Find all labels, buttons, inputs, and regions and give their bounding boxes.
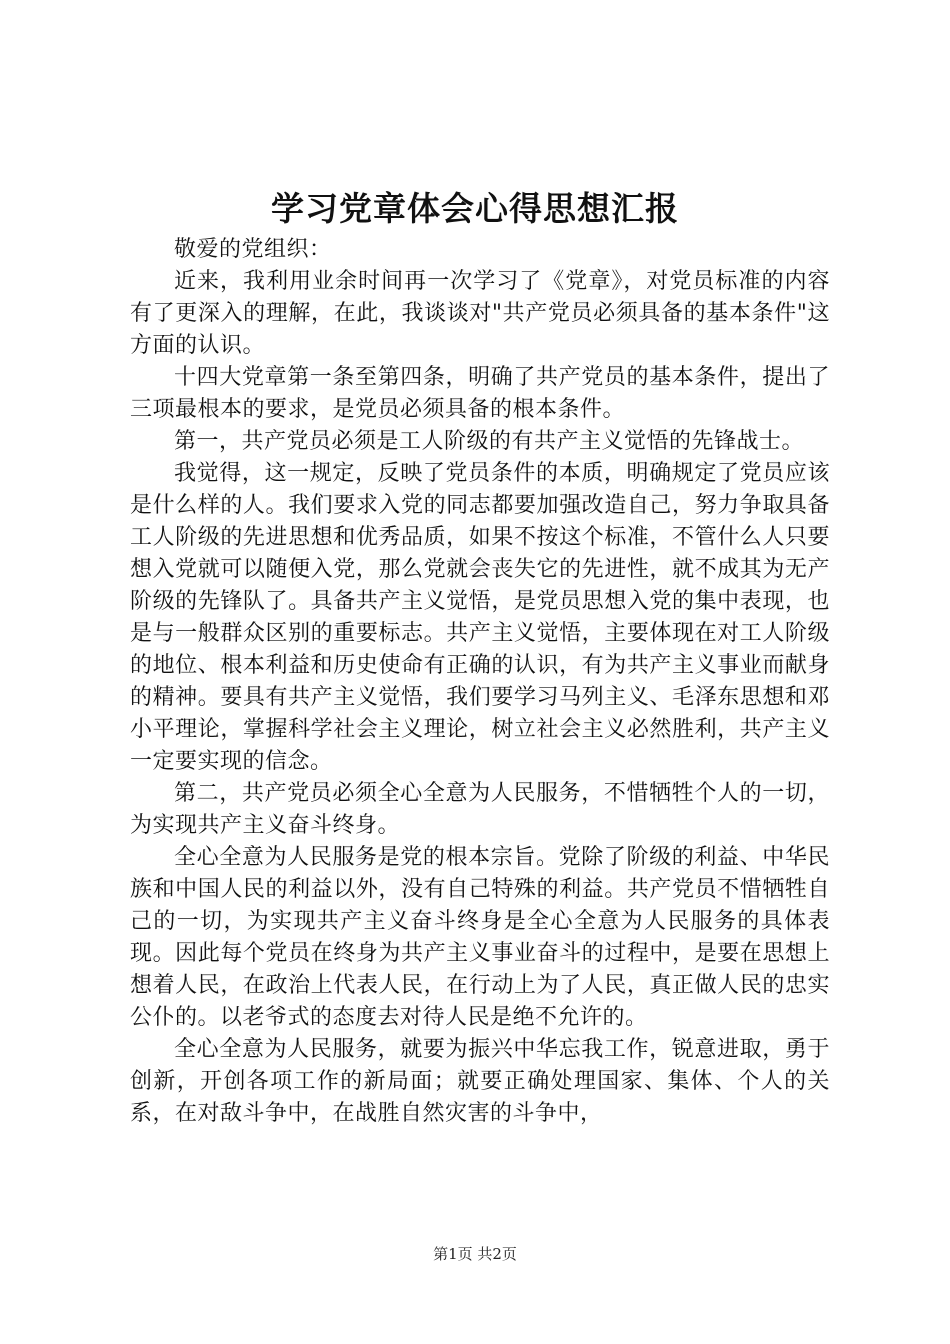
body-paragraph: 第二，共产党员必须全心全意为人民服务，不惜牺牲个人的一切，为实现共产主义奋斗终身。: [130, 781, 830, 838]
salutation: 敬爱的党组织：: [174, 237, 332, 262]
body-paragraph: 第一，共产党员必须是工人阶级的有共产主义觉悟的先锋战士。: [174, 429, 805, 454]
body-paragraph: 我觉得，这一规定，反映了党员条件的本质，明确规定了党员应该是什么样的人。我们要求入党的同志都要加强改造自己，努力争取具备工人阶级的先进思想和优秀品质，如果不按这个标准，不管什么人只要想入党就可以随便入党，那么党就会丧失它的先进性，就不成其为无产阶级的先锋队了。具备共产主义觉悟，是党员思想入党的集中表现，也是与一般群众区别的重要标志。共产主义觉悟，主要体现在对工人阶级的地位、根本利益和历史使命有正确的认识，有为共产主义事业而献身的精神。要具有共产主义觉悟，我们要学习马列主义、毛泽东思想和邓小平理论，掌握科学社会主义理论，树立社会主义必然胜利，共产主义一定要实现的信念。: [130, 461, 830, 774]
body-paragraph: 近来，我利用业余时间再一次学习了《党章》，对党员标准的内容有了更深入的理解，在此，我谈谈对"共产党员必须具备的基本条件"这方面的认识。: [130, 269, 830, 358]
document-title: 学习党章体会心得思想汇报: [271, 189, 679, 228]
body-paragraph: 全心全意为人民服务是党的根本宗旨。党除了阶级的利益、中华民族和中国人民的利益以外，没有自己特殊的利益。共产党员不惜牺牲自己的一切，为实现共产主义奋斗终身是全心全意为人民服务的具体表现。因此每个党员在终身为共产主义事业奋斗的过程中，是要在思想上想着人民，在政治上代表人民，在行动上为了人民，真正做人民的忠实公仆的。以老爷式的态度去对待人民是绝不允许的。: [130, 845, 830, 1030]
body-paragraph: 全心全意为人民服务，就要为振兴中华忘我工作，锐意进取，勇于创新，开创各项工作的新局面；就要正确处理国家、集体、个人的关系，在对敌斗争中，在战胜自然灾害的斗争中，: [130, 1037, 830, 1126]
page-number-footer: 第1页 共2页: [433, 1245, 517, 1263]
document-body: [130, 234, 830, 1130]
body-paragraph: 十四大党章第一条至第四条，明确了共产党员的基本条件，提出了三项最根本的要求，是党员必须具备的根本条件。: [130, 365, 830, 422]
